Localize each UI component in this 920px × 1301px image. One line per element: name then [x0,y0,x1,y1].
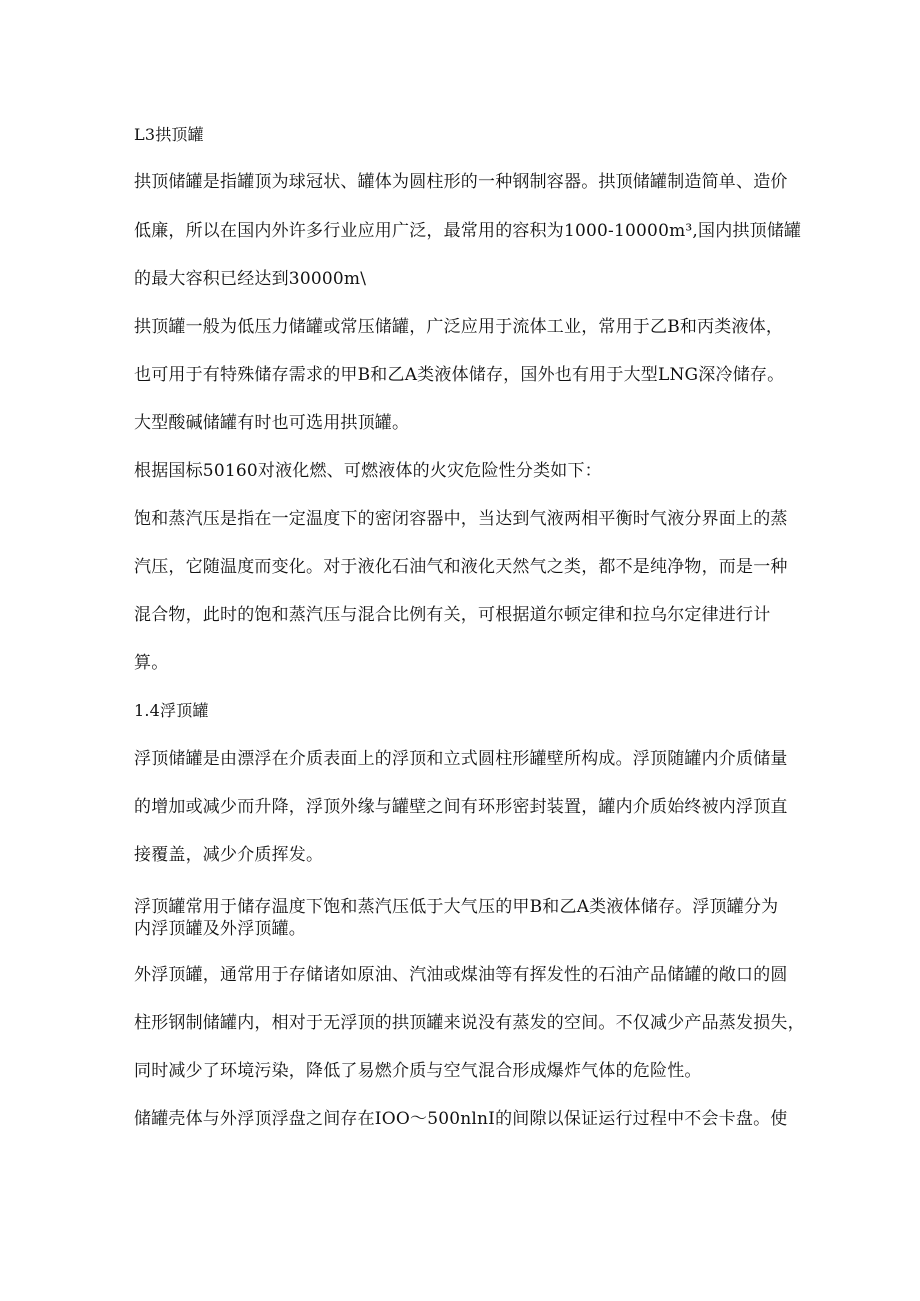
paragraph-line: 汽压，它随温度而变化。对于液化石油气和液化天然气之类，都不是纯净物，而是一种 [134,557,788,577]
paragraph-line: 饱和蒸汽压是指在一定温度下的密闭容器中，当达到气液两相平衡时气液分界面上的蒸 [134,509,788,529]
paragraph-line: 内浮顶罐及外浮顶罐。 [134,919,306,939]
paragraph-line: 外浮顶罐，通常用于存储诸如原油、汽油或煤油等有挥发性的石油产品储罐的敞口的圆 [134,965,788,985]
paragraph-line: 浮顶储罐是由漂浮在介质表面上的浮顶和立式圆柱形罐壁所构成。浮顶随罐内介质储量 [134,749,788,769]
paragraph-line: 根据国标50160对液化燃、可燃液体的火灾危险性分类如下： [134,461,602,481]
paragraph-line: 储罐壳体与外浮顶浮盘之间存在IOO～500nlnI的间隙以保证运行过程中不会卡盘。使 [134,1109,788,1129]
section-heading-1-4: 1.4浮顶罐 [134,701,209,720]
section-heading-1-3: L3拱顶罐 [134,125,204,144]
paragraph-line: 算。 [134,653,169,673]
paragraph-line: 接覆盖，减少介质挥发。 [134,845,324,865]
paragraph-line: 浮顶罐常用于储存温度下饱和蒸汽压低于大气压的甲B和乙A类液体储存。浮顶罐分为 [134,897,779,917]
paragraph-line: 低廉，所以在国内外许多行业应用广泛，最常用的容积为1000-10000m³,国内拱顶储罐 [134,221,802,241]
paragraph-line: 拱顶储罐是指罐顶为球冠状、罐体为圆柱形的一种钢制容器。拱顶储罐制造简单、造价 [134,172,788,192]
paragraph-line: 的最大容积已经达到30000m\ [134,269,367,289]
paragraph-line: 同时减少了环境污染，降低了易燃介质与空气混合形成爆炸气体的危险性。 [134,1061,702,1081]
paragraph-line: 大型酸碱储罐有时也可选用拱顶罐。 [134,413,410,433]
paragraph-line: 的增加或减少而升降，浮顶外缘与罐壁之间有环形密封装置，罐内介质始终被内浮顶直 [134,797,788,817]
paragraph-line: 拱顶罐一般为低压力储罐或常压储罐，广泛应用于流体工业，常用于乙B和丙类液体， [134,317,784,337]
paragraph-line: 混合物，此时的饱和蒸汽压与混合比例有关，可根据道尔顿定律和拉乌尔定律进行计 [134,605,771,625]
paragraph-line: 柱形钢制储罐内，相对于无浮顶的拱顶罐来说没有蒸发的空间。不仅减少产品蒸发损失， [134,1013,805,1033]
paragraph-line: 也可用于有特殊储存需求的甲B和乙A类液体储存，国外也有用于大型LNG深冷储存。 [134,365,785,385]
